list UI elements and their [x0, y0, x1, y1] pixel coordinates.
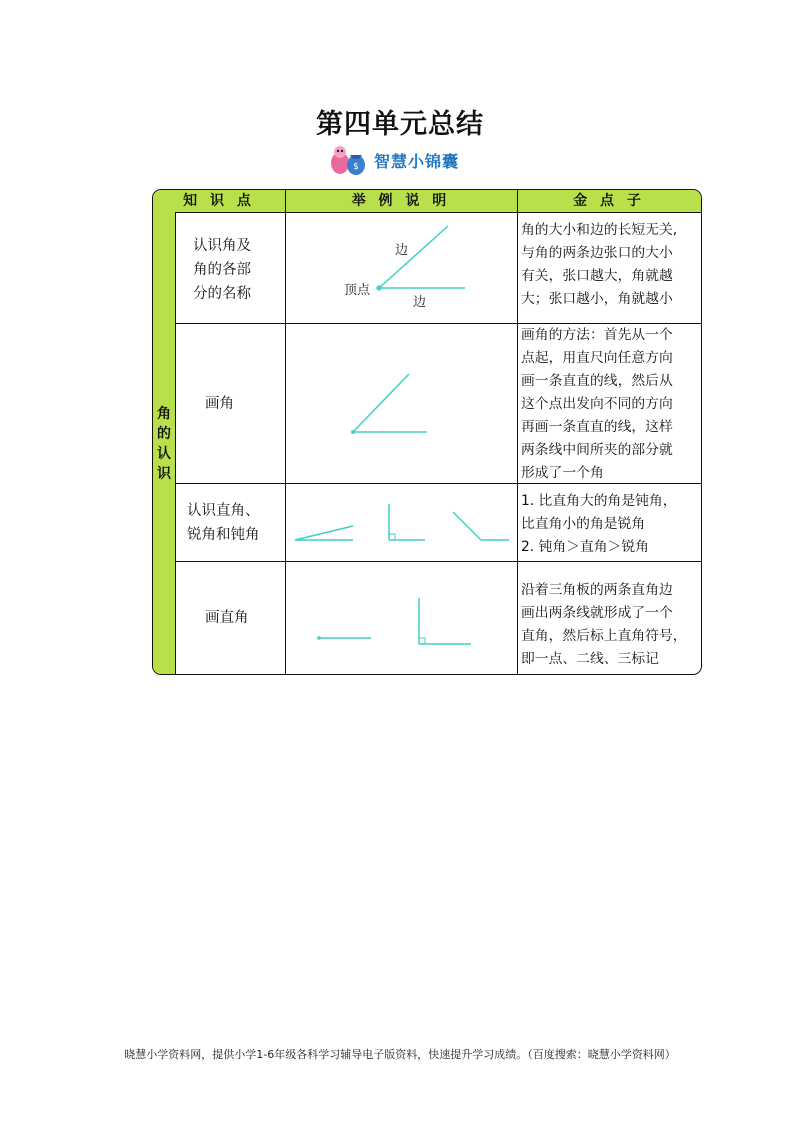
row-name-angle-types: 认识直角、 锐角和钝角 [187, 503, 260, 543]
row-name-draw-angle: 画角 [205, 396, 234, 412]
subtitle-banner [328, 142, 459, 178]
tip-angle-parts: 角的大小和边的长短无关, 与角的两条边张口的大小 有关，张口越大，角就越 大；张口越小，角就越小 [521, 222, 678, 307]
vertex-label: 顶点 [344, 283, 371, 298]
angle-types-figure [289, 496, 515, 546]
page-title: 第四单元总结 [316, 109, 484, 140]
footer-note: 晓慧小学资料网，提供小学1-6年级各科学习辅导电子版资料，快速提升学习成绩。（百度搜索：晓慧小学资料网） [124, 1048, 676, 1061]
table-header [153, 190, 701, 213]
edge-top-label: 边 [395, 243, 409, 258]
draw-right-angle-figure [313, 594, 513, 654]
category-cell [153, 212, 175, 674]
right-angle-mark [389, 534, 395, 540]
header-knowledge: 知 识 点 [183, 193, 255, 209]
divider [285, 190, 286, 675]
acute-angle-line [295, 526, 353, 540]
tip-draw-angle: 画角的方法：首先从一个 点起，用直尺向任意方向 画一条直直的线，然后从 这个点出发向不同的方向 再画一条直直的线，这样 两条线中间所夹的部分就 形成了一个角 [521, 327, 673, 481]
summary-table [152, 189, 702, 675]
subtitle-text: 智慧小锦囊 [374, 151, 460, 171]
svg-text:$: $ [353, 162, 359, 172]
divider [175, 561, 702, 562]
tip-draw-right-angle: 沿着三角板的两条直角边 画出两条线就形成了一个 直角，然后标上直角符号， 即一点、二线、三标记 [521, 582, 687, 667]
obtuse-angle-line [453, 512, 481, 540]
header-tips: 金 点 子 [573, 193, 645, 209]
category-label: 角 的 认 识 [157, 406, 171, 482]
row-name-draw-right-angle: 画直角 [205, 610, 249, 626]
row-name-angle-parts: 认识角及 角的各部 分的名称 [193, 238, 251, 302]
tip-angle-types: 1. 比直角大的角是钝角， 比直角小的角是锐角 2. 钝角＞直角＞锐角 [521, 493, 677, 555]
mascot-icon [328, 143, 368, 177]
angle-parts-figure [333, 218, 513, 308]
divider [517, 190, 518, 675]
header-example: 举 例 说 明 [351, 193, 451, 209]
right-angle-mark [419, 638, 425, 644]
edge-bottom-label: 边 [413, 295, 427, 310]
draw-angle-figure [343, 370, 463, 440]
